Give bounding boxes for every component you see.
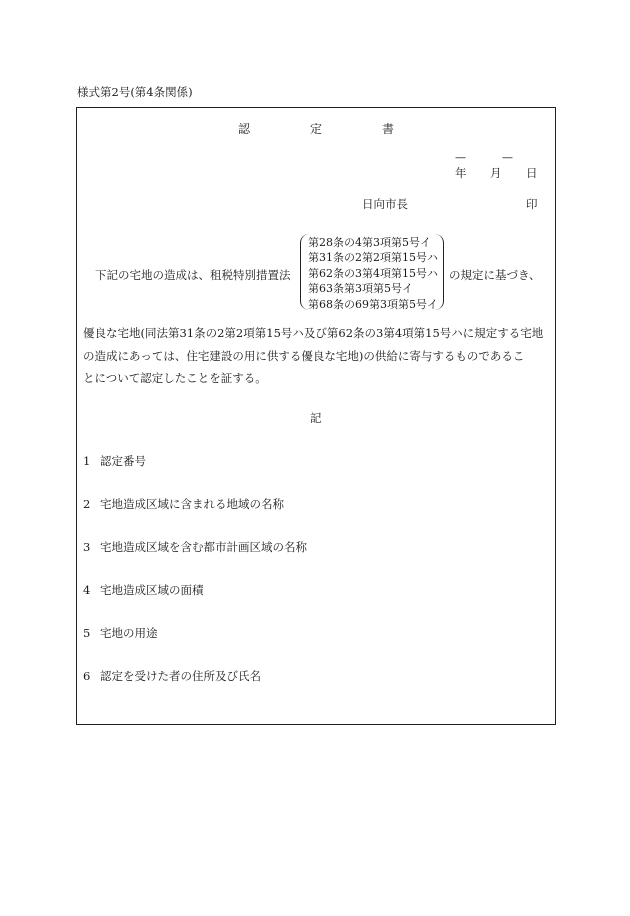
certification-paragraph [83,322,553,390]
provision-item: 第31条の2第2項第15号ハ [308,251,438,265]
date-month: 月 [490,166,502,180]
date-dash-1: — [455,151,466,164]
item-text: 宅地造成区域の面積 [100,583,204,597]
date-day: 日 [526,166,538,180]
intro-text-left: 下記の宅地の造成は、租税特別措置法 [95,268,291,282]
title-char-3: 書 [382,122,395,136]
item-text: 宅地造成区域を含む都市計画区域の名称 [100,540,307,554]
item-text: 宅地造成区域に含まれる地域の名称 [100,497,284,511]
item-number: 2 [83,497,91,511]
title-char-1: 認 [238,122,251,136]
intro-text-right: の規定に基づき、 [449,268,541,282]
provision-item: 第68条の69第3項第5号イ [308,297,438,311]
provisions-list [308,235,438,312]
item-number: 6 [83,669,91,683]
item-number: 5 [83,626,91,640]
item-number: 1 [83,454,91,468]
title-char-2: 定 [310,122,323,136]
date-year: 年 [455,166,467,180]
form-number-label: 様式第2号(第4条関係) [77,85,193,99]
list-item [83,539,307,555]
seal-mark: 印 [526,197,538,211]
list-item [83,453,146,469]
list-item [83,582,204,598]
paragraph-line: 優良な宅地(同法第31条の2第2項第15号ハ及び第62条の3第4項第15号ハに規定する宅地 [83,326,544,340]
paragraph-line: とについて認定したことを証する。 [83,371,267,385]
list-item [83,668,261,684]
item-number: 4 [83,583,91,597]
provision-item: 第28条の4第3項第5号イ [308,236,431,249]
item-text: 認定を受けた者の住所及び氏名 [100,669,261,683]
paragraph-line: の造成にあっては、住宅建設の用に供する優良な宅地)の供給に寄与するものであるこ [83,348,525,363]
provision-item: 第63条第3項第5号イ [308,282,413,296]
item-text: 認定番号 [100,454,146,468]
ki-heading: 記 [310,411,322,425]
item-number: 3 [83,540,91,554]
provision-item: 第62条の3第4項第15号ハ [308,266,438,280]
item-text: 宅地の用途 [100,626,158,640]
list-item [83,496,284,512]
date-dash-2: — [502,151,513,164]
mayor-name: 日向市長 [362,197,408,211]
list-item [83,625,158,641]
